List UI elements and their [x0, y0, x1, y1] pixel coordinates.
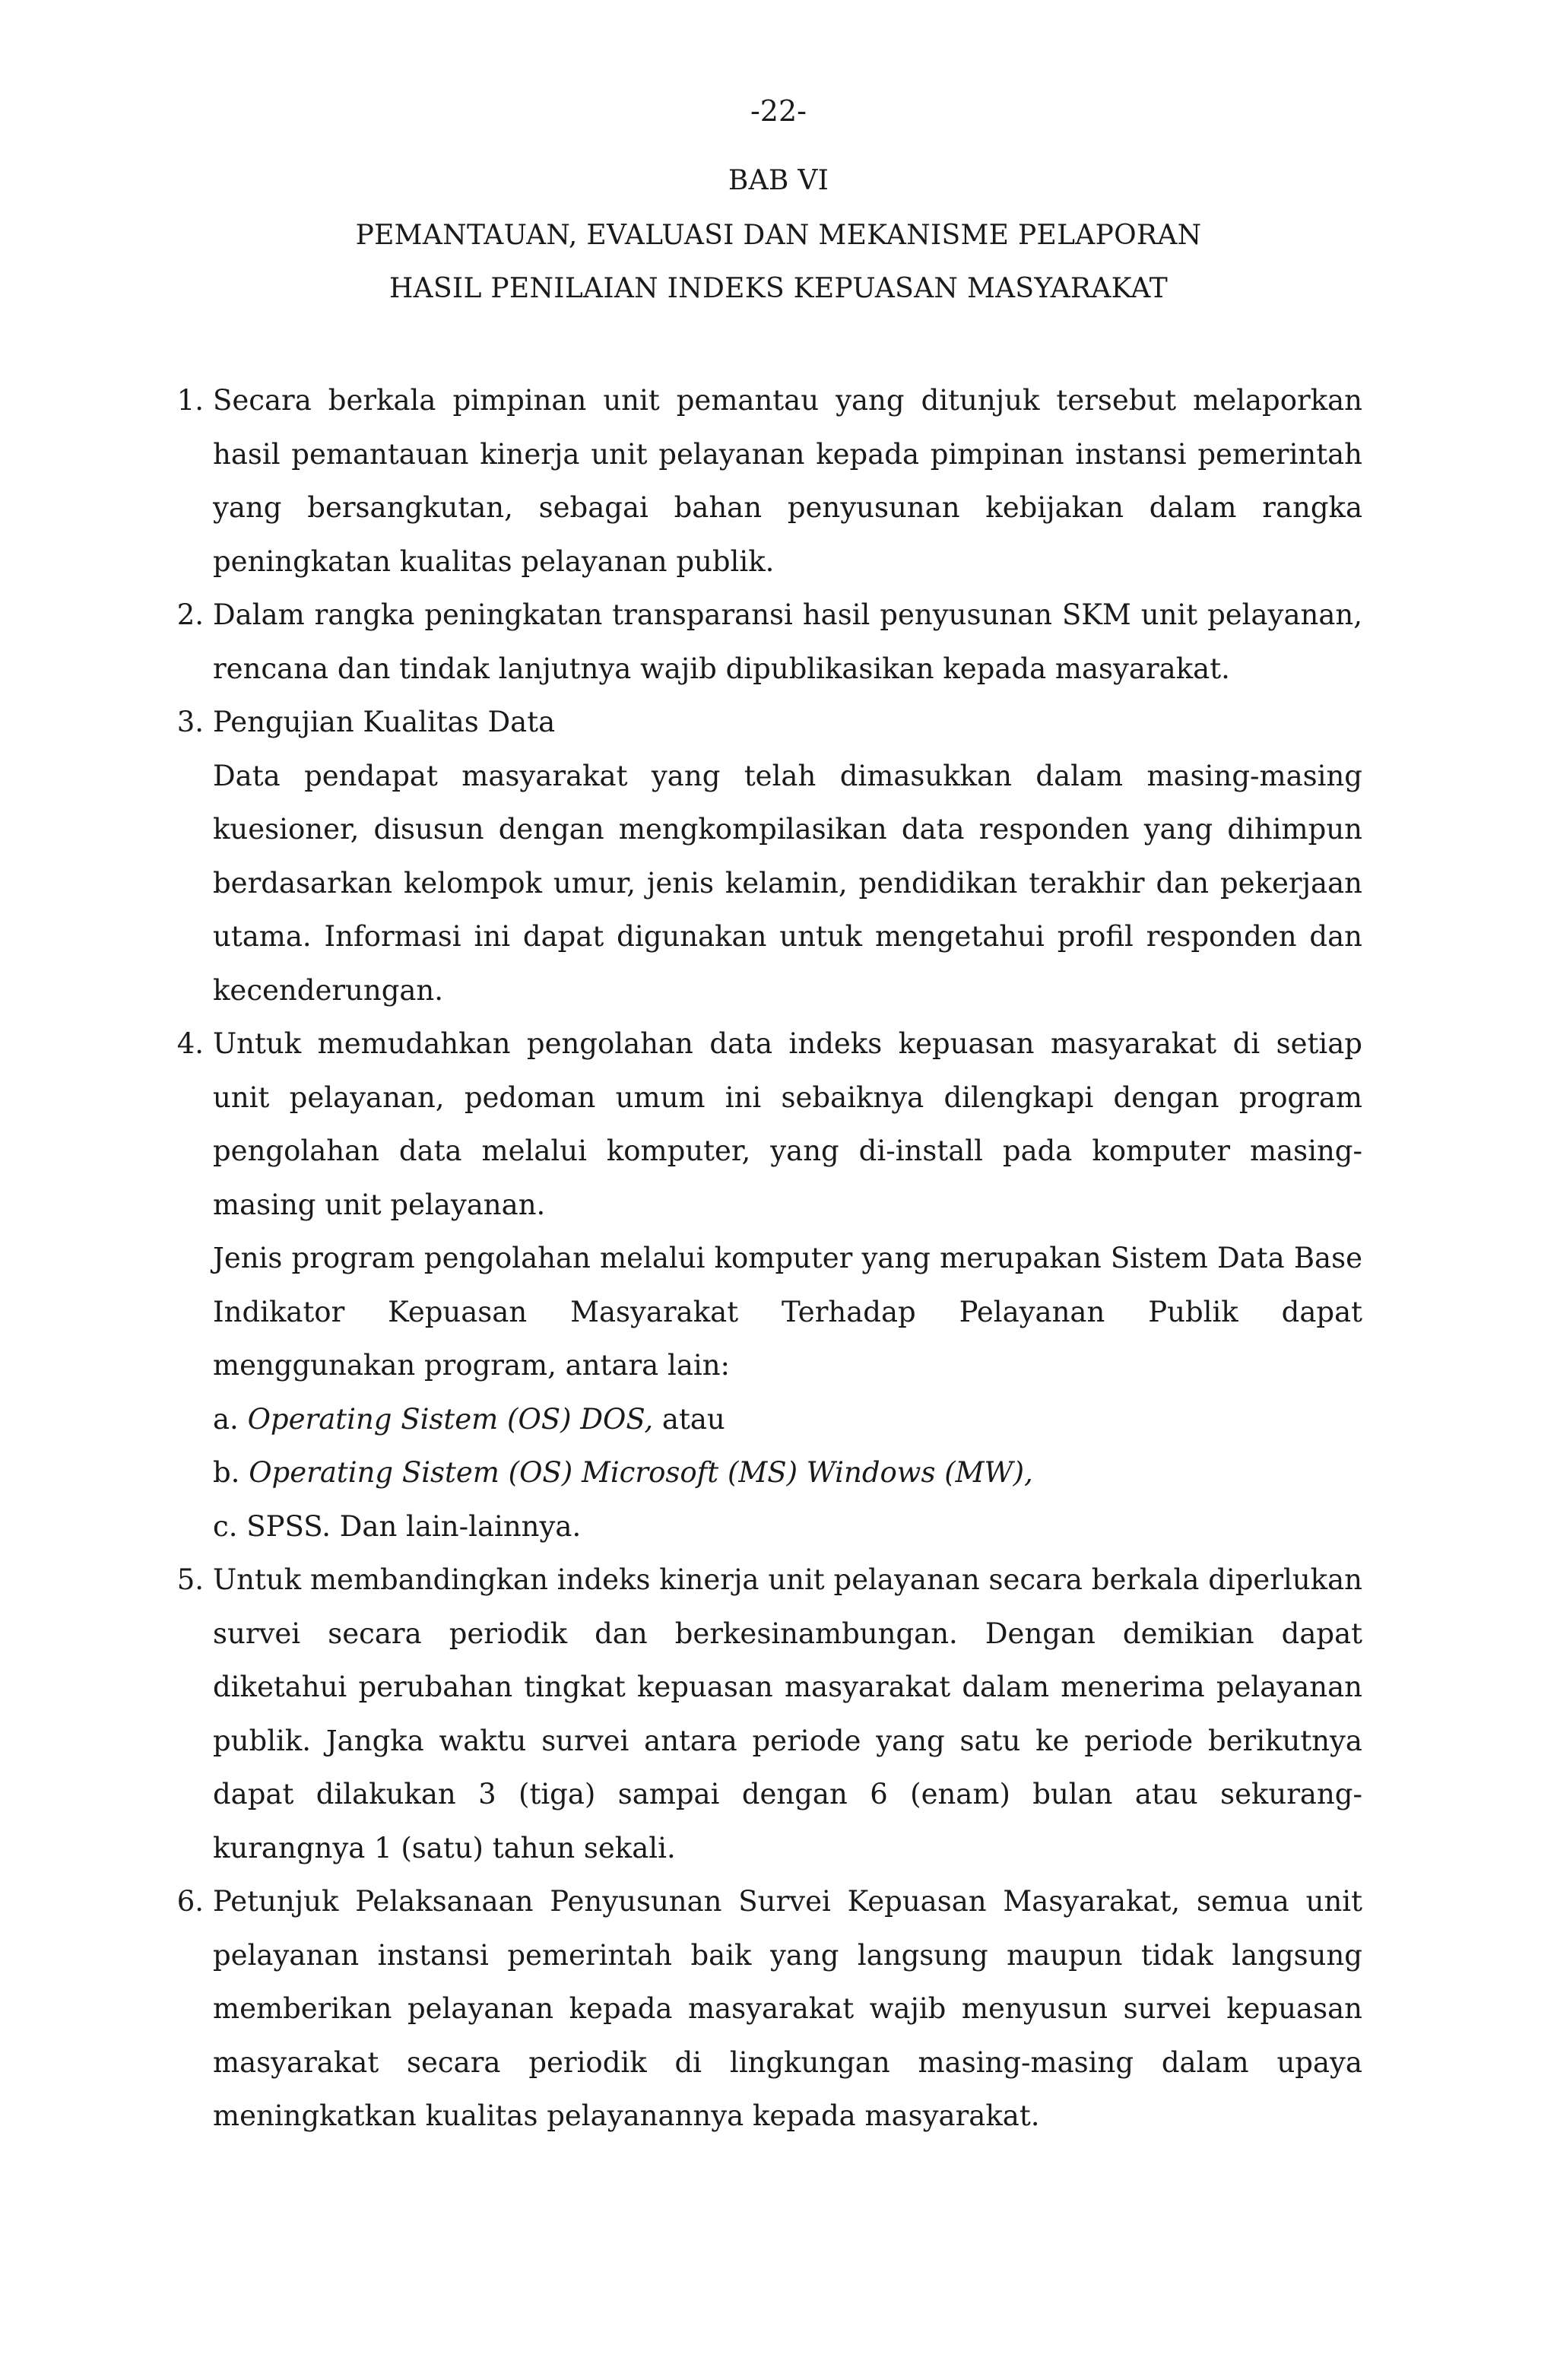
list-number: 6.: [176, 1885, 204, 1918]
chapter-title-line-2: HASIL PENILAIAN INDEKS KEPUASAN MASYARAKAT: [388, 273, 1169, 304]
sub-item-label: c.: [213, 1509, 238, 1543]
item-paragraph: Data pendapat masyarakat yang telah dimasukkan dalam masing-masing kuesioner, disusun dengan mengkompilasikan data responden yang dihimpun berdasarkan kelompok umur, jenis kelamin, pendidikan terakhir dan pekerjaan utama. Informasi ini dapat digunakan untuk mengetahui profil responden dan kecenderungan.: [213, 759, 1362, 1007]
item-paragraph: Untuk membandingkan indeks kinerja unit pelayanan secara berkala diperlukan survei secara periodik dan berkesinambungan. Dengan demikian dapat diketahui perubahan tingkat kepuasan masyarakat dalam menerima pelayanan publik. Jangka waktu survei antara periode yang satu ke periode berikutnya dapat dilakukan 3 (tiga) sampai dengan 6 (enam) bulan atau sekurang-kurangnya 1 (satu) tahun sekali.: [213, 1563, 1362, 1864]
sub-item-italic: Operating Sistem (OS) DOS,: [247, 1402, 654, 1436]
item-paragraph: Petunjuk Pelaksanaan Penyusunan Survei Kepuasan Masyarakat, semua unit pelayanan instansi pemerintah baik yang langsung maupun tidak langsung memberikan pelayanan kepada masyarakat wajib menyusun survei kepuasan masyarakat secara periodik di lingkungan masing-masing dalam upaya meningkatkan kualitas pelayanannya kepada masyarakat.: [213, 1885, 1362, 2132]
list-number: 1.: [176, 384, 204, 417]
list-item-2: [176, 589, 1362, 696]
list-number: 2.: [176, 598, 204, 631]
item-paragraph: Secara berkala pimpinan unit pemantau yang ditunjuk tersebut melaporkan hasil pemantauan kinerja unit pelayanan kepada pimpinan instansi pemerintah yang bersangkutan, sebagai bahan penyusunan kebijakan dalam rangka peningkatan kualitas pelayanan publik.: [213, 384, 1362, 578]
list-item-4: [176, 1017, 1362, 1553]
sub-item-a: [213, 1393, 1362, 1447]
numbered-list: [176, 374, 1362, 2144]
sub-item-italic: Operating Sistem (OS) Microsoft (MS) Windows (MW),: [249, 1456, 1033, 1489]
list-number: 4.: [176, 1027, 204, 1060]
sub-item-label: b.: [213, 1456, 240, 1489]
list-item-6: [176, 1875, 1362, 2144]
list-number: 5.: [176, 1563, 204, 1596]
list-number: 3.: [176, 706, 204, 738]
page-number: -22-: [750, 94, 807, 128]
item-paragraph: Dalam rangka peningkatan transparansi hasil penyusunan SKM unit pelayanan, rencana dan tindak lanjutnya wajib dipublikasikan kepada masyarakat.: [213, 598, 1362, 685]
list-item-3: [176, 696, 1362, 1017]
item-paragraph: Untuk memudahkan pengolahan data indeks kepuasan masyarakat di setiap unit pelayanan, pedoman umum ini sebaiknya dilengkapi dengan program pengolahan data melalui komputer, yang di-install pada komputer masing-masing unit pelayanan.: [213, 1027, 1362, 1221]
item-paragraph: Jenis program pengolahan melalui komputer yang merupakan Sistem Data Base Indikator Kepuasan Masyarakat Terhadap Pelayanan Publik dapat menggunakan program, antara lain:: [213, 1242, 1362, 1382]
chapter-title-line-1: PEMANTAUAN, EVALUASI DAN MEKANISME PELAPORAN: [355, 220, 1202, 251]
list-item-1: [176, 374, 1362, 589]
item-subheading: Pengujian Kualitas Data: [213, 706, 556, 738]
sub-item-label: a.: [213, 1402, 239, 1436]
sub-item-text: atau: [661, 1402, 725, 1436]
sub-item-c: [213, 1500, 1362, 1554]
sub-item-b: [213, 1446, 1362, 1500]
chapter-heading: BAB VI: [728, 165, 829, 196]
sub-item-text: SPSS. Dan lain-lainnya.: [246, 1509, 582, 1543]
list-item-5: [176, 1553, 1362, 1875]
